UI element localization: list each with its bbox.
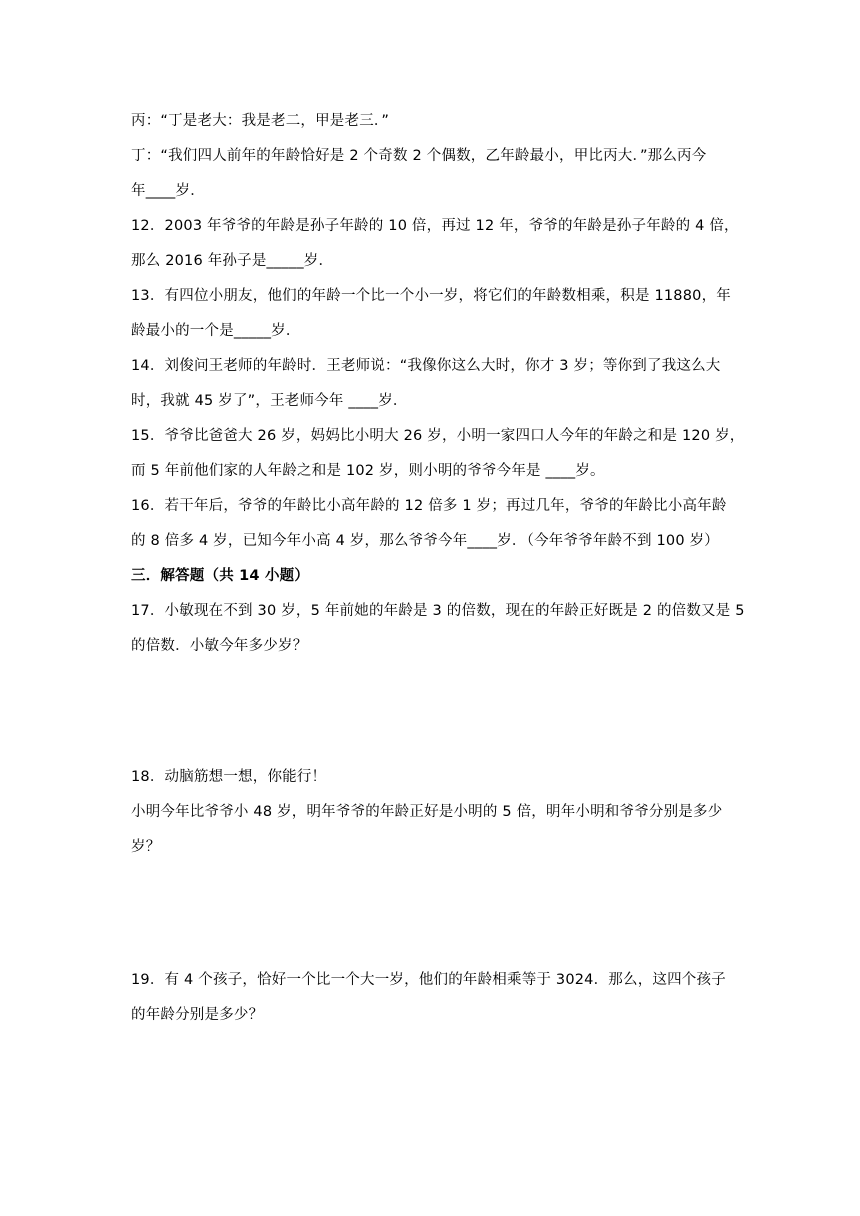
q14-line-2: 时，我就 45 岁了”，王老师今年 ____岁．: [131, 393, 408, 409]
q14-line-1: 14．刘俊问王老师的年龄时．王老师说：“我像你这么大时，你才 3 岁；等你到了我这么大: [131, 358, 721, 374]
q18-title: 18．动脑筋想一想，你能行！: [131, 769, 327, 785]
q11-question: 年____岁．: [131, 183, 205, 199]
section-title-answer-questions: 三．解答题（共 14 小题）: [131, 568, 310, 584]
q11-statement-bing: 丙：“丁是老大：我是老二，甲是老三．”: [131, 113, 390, 129]
q15-line-2: 而 5 年前他们家的人年龄之和是 102 岁，则小明的爷爷今年是 ____岁。: [131, 463, 605, 479]
q18-line-1: 小明今年比爷爷小 48 岁，明年爷爷的年龄正好是小明的 5 倍，明年小明和爷爷分别是多少: [131, 804, 723, 820]
q19-line-1: 19．有 4 个孩子，恰好一个比一个大一岁，他们的年龄相乘等于 3024．那么，这四个孩子: [131, 972, 726, 988]
q17-line-1: 17．小敏现在不到 30 岁，5 年前她的年龄是 3 的倍数，现在的年龄正好既是 2 的倍数又是 5: [131, 603, 745, 619]
q15-line-1: 15．爷爷比爸爸大 26 岁，妈妈比小明大 26 岁，小明一家四口人今年的年龄之和是 120 岁，: [131, 428, 745, 444]
q17-line-2: 的倍数．小敏今年多少岁？: [131, 638, 308, 654]
q18-line-2: 岁？: [131, 839, 161, 855]
q16-line-2: 的 8 倍多 4 岁，已知今年小高 4 岁，那么爷爷今年____岁．（今年爷爷年龄不到 100 岁）: [131, 533, 719, 549]
q13-line-1: 13．有四位小朋友，他们的年龄一个比一个小一岁，将它们的年龄数相乘，积是 11880，年: [131, 288, 731, 304]
q13-line-2: 龄最小的一个是_____岁．: [131, 323, 301, 339]
q11-statement-ding: 丁：“我们四人前年的年龄恰好是 2 个奇数 2 个偶数，乙年龄最小，甲比丙大．”那么丙今: [131, 148, 707, 164]
q12-line-2: 那么 2016 年孙子是_____岁．: [131, 253, 334, 269]
q12-line-1: 12．2003 年爷爷的年龄是孙子年龄的 10 倍，再过 12 年，爷爷的年龄是孙子年龄的 4 倍，: [131, 218, 739, 234]
q19-line-2: 的年龄分别是多少？: [131, 1007, 264, 1023]
q16-line-1: 16．若干年后，爷爷的年龄比小高年龄的 12 倍多 1 岁；再过几年，爷爷的年龄比小高年龄: [131, 498, 727, 514]
